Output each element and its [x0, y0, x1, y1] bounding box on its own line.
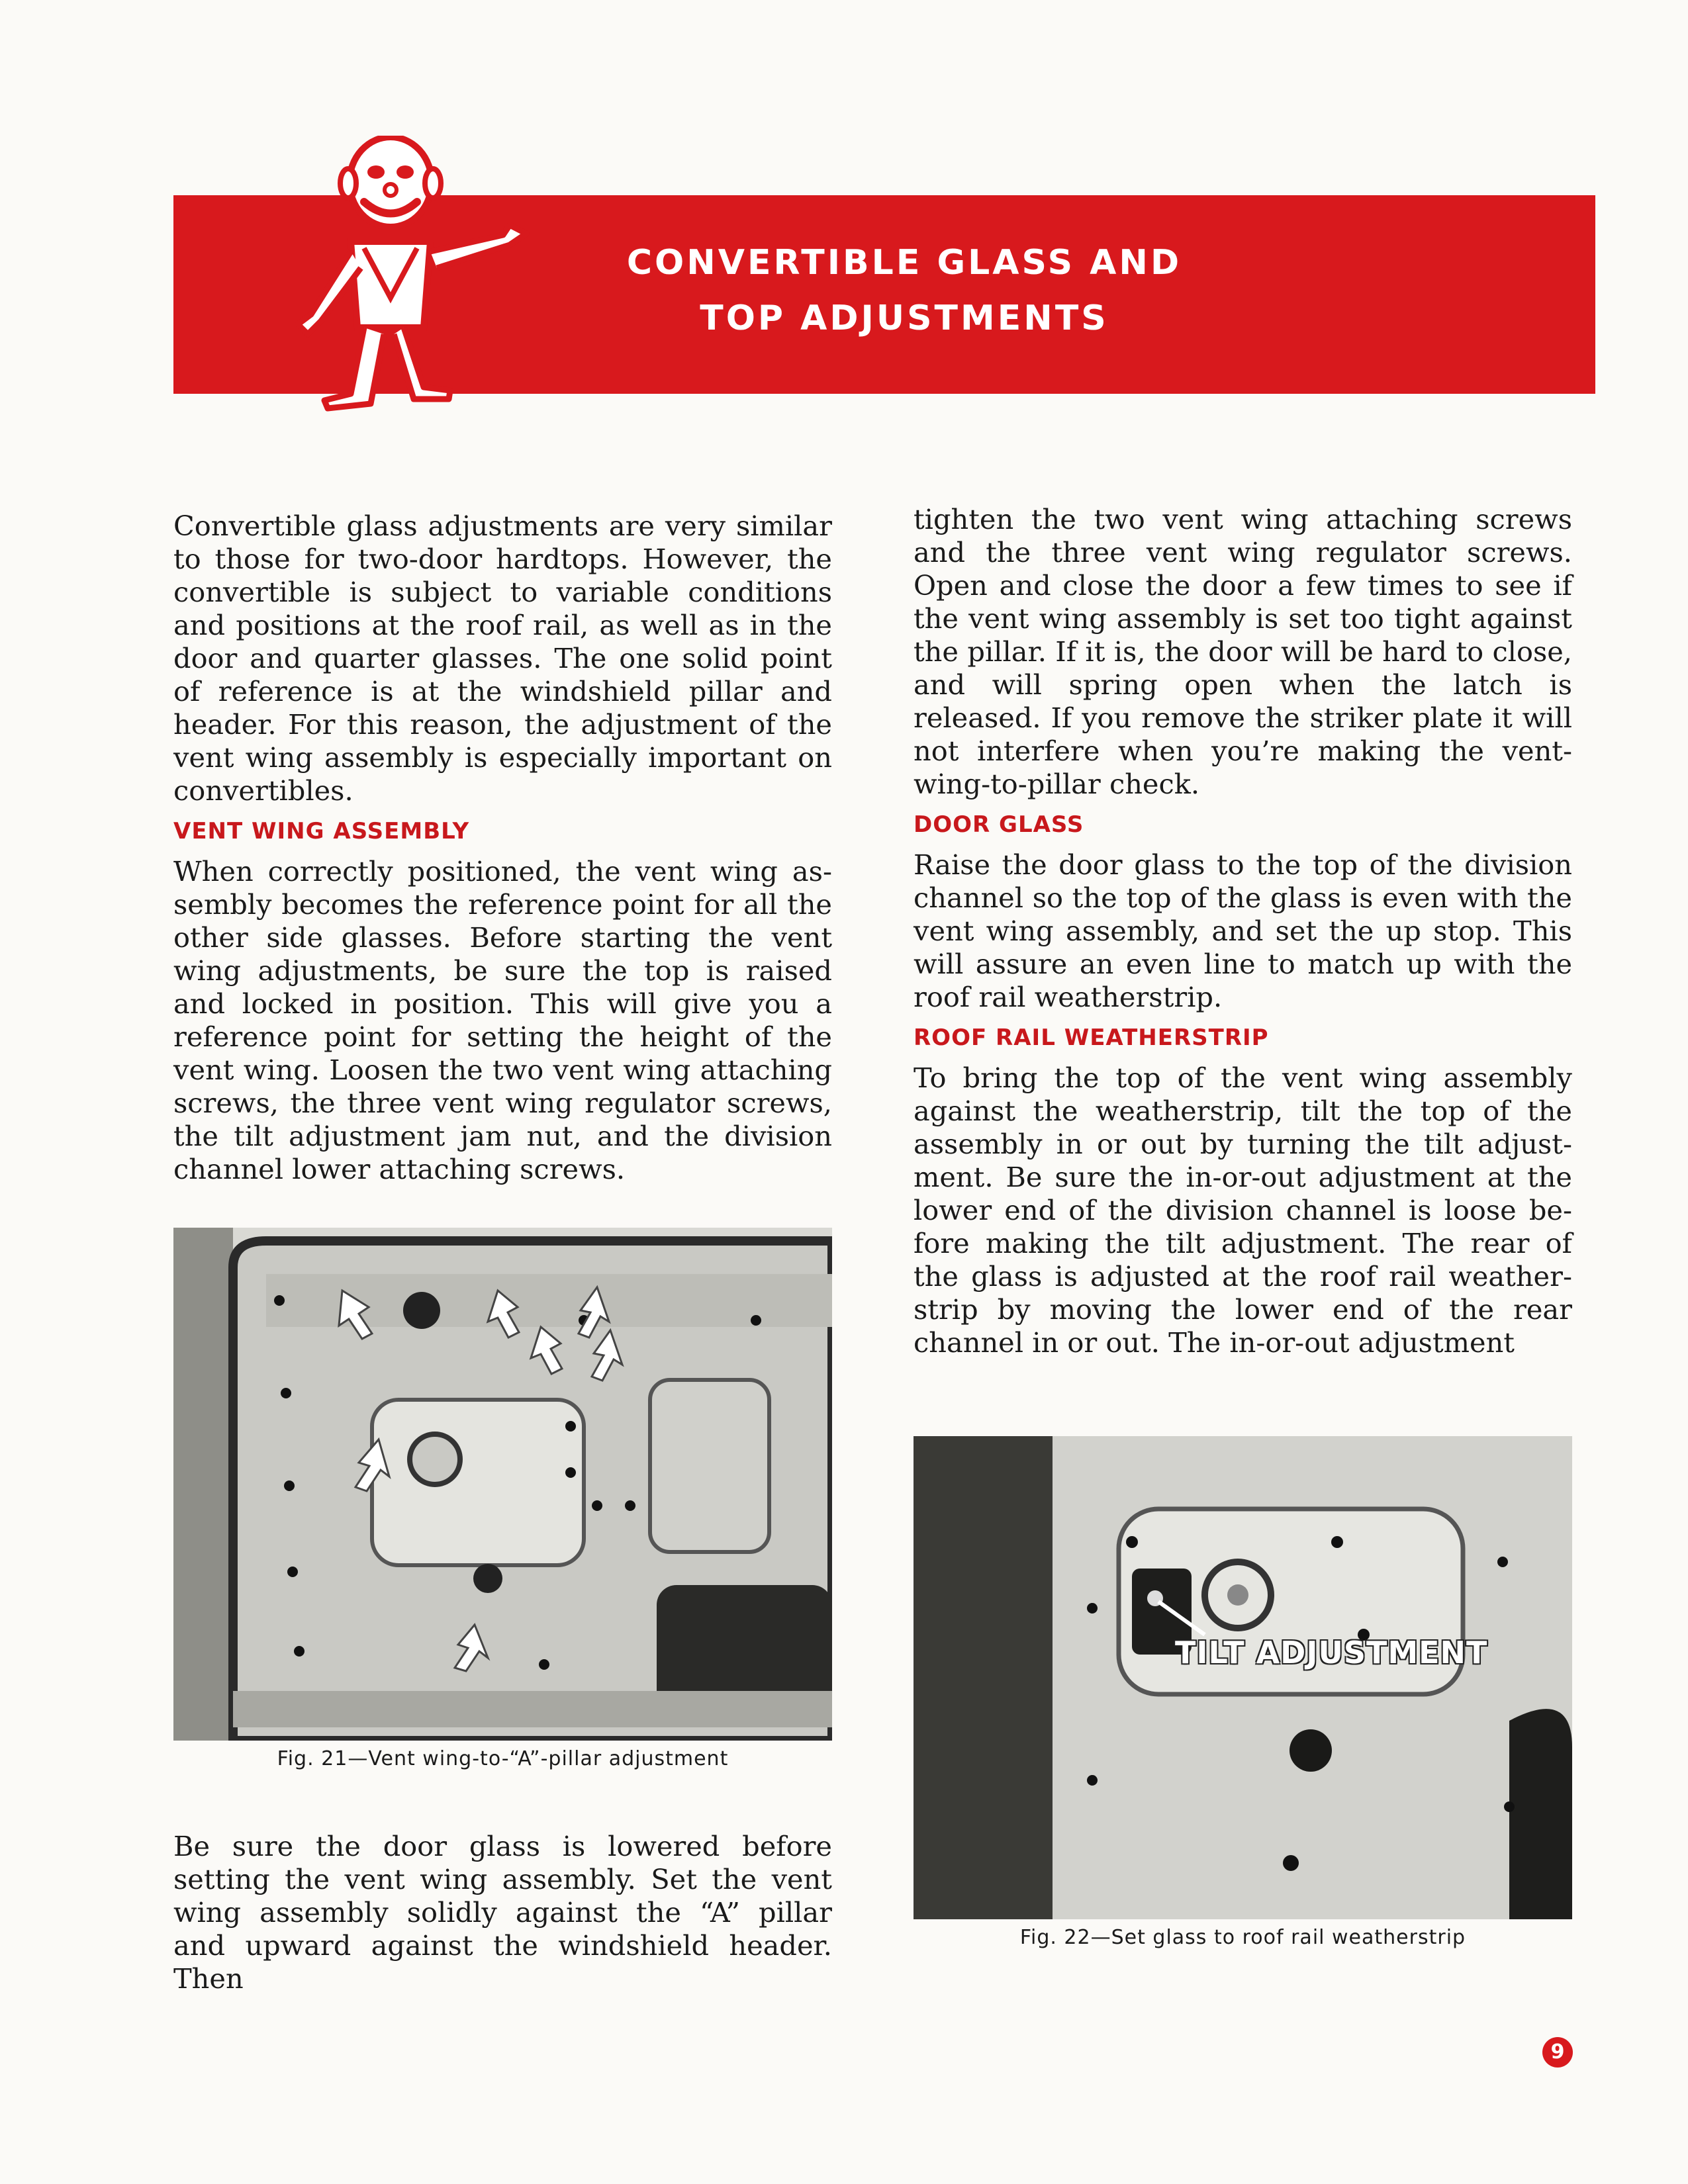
- door-glass-heading: DOOR GLASS: [914, 811, 1084, 838]
- figure-21-photo: [173, 1228, 832, 1741]
- door-glass-paragraph: Raise the door glass to the top of the division channel so the top of the glass is even with the vent wing assembly, and set the up stop. This will assure an even line to match up with the roof rail weatherstrip.: [914, 848, 1572, 1013]
- left-column-bottom: [173, 1830, 832, 1995]
- door-panel-image: [173, 1228, 832, 1741]
- figure-21-caption: Fig. 21—Vent wing-to-“A”-pillar adjustment: [277, 1747, 729, 1770]
- page-number: 9: [1542, 2037, 1573, 2068]
- left-column-top: [173, 510, 832, 1186]
- vent-wing-check-paragraph: tighten the two vent wing attaching screws and the three vent wing regulator screws. Open and close the door a few times to see if the vent wing assembly is set too tight against the pillar. If it is, the door will be hard to close, and will spring open when the latch is released. If you remove the striker plate it will not interfere when you’re making the vent-wing-to-pillar check.: [914, 503, 1572, 800]
- figure-22-photo: [914, 1436, 1572, 1919]
- figure-22-caption: Fig. 22—Set glass to roof rail weatherstrip: [1019, 1926, 1466, 1949]
- tilt-adjustment-label: TILT ADJUSTMENT: [1175, 1635, 1488, 1670]
- section-title-line-2: TOP ADJUSTMENTS: [700, 298, 1109, 338]
- vent-wing-paragraph: When correctly positioned, the vent wing assembly becomes the reference point for all the other side glasses. Before starting the vent wing adjustments, be sure the top is raised and locked in position. This will give you a reference point for setting the height of the vent wing. Loosen the two vent wing attaching screws, the three vent wing regulator screws, the tilt adjustment jam nut, and the division channel lower attaching screws.: [173, 855, 832, 1185]
- right-column: [914, 503, 1572, 1359]
- vent-wing-heading: VENT WING ASSEMBLY: [173, 818, 470, 844]
- tilt-adjustment-image: [914, 1436, 1572, 1919]
- roof-rail-paragraph: To bring the top of the vent wing assembly against the weatherstrip, tilt the top of the assembly in or out by turning the tilt adjustment. Be sure the in-or-out adjustment at the lower end of the division channel is loose before making the tilt adjustment. The rear of the glass is adjusted at the roof rail weatherstrip by moving the lower end of the rear channel in or out. The in-or-out adjustment: [914, 1062, 1572, 1359]
- mascot-illustration: [271, 136, 576, 414]
- vent-wing-set-paragraph: Be sure the door glass is lowered before setting the vent wing assembly. Set the vent wing assembly solidly against the “A” pillar and upward against the windshield header. Then: [173, 1830, 832, 1995]
- section-title-line-1: CONVERTIBLE GLASS AND: [626, 243, 1182, 283]
- intro-paragraph: Convertible glass adjustments are very similar to those for two-door hardtops. However, the convertible is subject to variable conditions and positions at the roof rail, as well as in the door and quarter glasses. The one solid point of reference is at the windshield pillar and header. For this reason, the adjustment of the vent wing assembly is especially important on convertibles.: [173, 510, 832, 807]
- roof-rail-heading: ROOF RAIL WEATHERSTRIP: [914, 1024, 1269, 1051]
